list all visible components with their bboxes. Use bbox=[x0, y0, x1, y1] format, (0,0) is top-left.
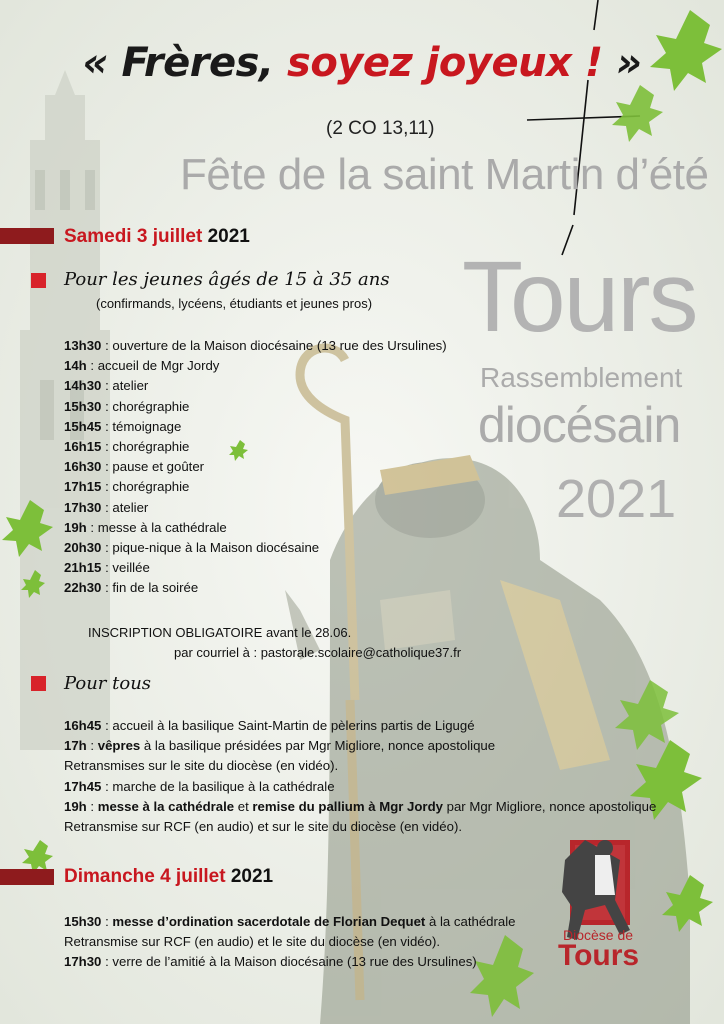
inscription-notice: INSCRIPTION OBLIGATOIRE avant le 28.06. bbox=[88, 625, 352, 640]
diocese-logo bbox=[558, 928, 638, 970]
list-item: 21h15 : veillée bbox=[64, 560, 150, 576]
sunday-schedule bbox=[64, 912, 516, 973]
list-item: 14h : accueil de Mgr Jordy bbox=[64, 358, 220, 374]
list-item: 17h30 : atelier bbox=[64, 499, 149, 515]
list-item: Retransmise sur RCF (en audio) et sur le site du diocèse (en vidéo). bbox=[64, 819, 462, 835]
inscription-email: par courriel à : pastorale.scolaire@catholique37.fr bbox=[174, 645, 462, 660]
diocese-logo-icon bbox=[562, 840, 630, 940]
list-item: 15h30 : chorégraphie bbox=[64, 398, 190, 414]
youth-schedule bbox=[64, 336, 447, 599]
list-item: 15h45 : témoignage bbox=[64, 418, 182, 434]
section-title-all: Pour tous bbox=[64, 673, 152, 694]
list-item: 14h30 : atelier bbox=[64, 378, 149, 394]
city-name: Tours bbox=[462, 241, 697, 353]
title-highlight: soyez joyeux ! bbox=[287, 40, 603, 86]
list-item: 19h : messe à la cathédrale et remise du pallium à Mgr Jordy par Mgr Migliore, nonce apostolique bbox=[64, 798, 657, 814]
gathering-line-2: diocésain bbox=[478, 397, 681, 453]
day-bar-sunday bbox=[0, 869, 54, 885]
list-item: 13h30 : ouverture de la Maison diocésaine (13 rue des Ursulines) bbox=[64, 338, 447, 353]
day-heading-sunday: Dimanche 4 juillet 2021 bbox=[64, 866, 274, 887]
list-item: Retransmise sur RCF (en audio) et le site du diocèse (en vidéo). bbox=[64, 934, 441, 950]
bible-reference: (2 CO 13,11) bbox=[326, 118, 435, 139]
section-title-youth: Pour les jeunes âgés de 15 à 35 ans bbox=[64, 269, 390, 290]
list-item: Retransmises sur le site du diocèse (en vidéo). bbox=[64, 758, 339, 774]
section-subtitle-youth: (confirmands, lycéens, étudiants et jeunes pros) bbox=[96, 296, 373, 311]
list-item: 16h45 : accueil à la basilique Saint-Martin de pèlerins partis de Ligugé bbox=[64, 718, 475, 733]
list-item: 19h : messe à la cathédrale bbox=[64, 519, 227, 535]
list-item: 20h30 : pique-nique à la Maison diocésaine bbox=[64, 540, 320, 556]
list-item: 16h15 : chorégraphie bbox=[64, 439, 190, 455]
list-item: 17h15 : chorégraphie bbox=[64, 479, 190, 495]
event-name: Fête de la saint Martin d’été bbox=[180, 150, 709, 199]
title-open: « Frères, bbox=[82, 40, 288, 86]
list-item: 17h : vêpres à la basilique présidées par Mgr Migliore, nonce apostolique bbox=[64, 738, 496, 754]
logo-line-2: Tours bbox=[558, 939, 640, 972]
section-bullet bbox=[31, 273, 46, 288]
list-item: 17h45 : marche de la basilique à la cathédrale bbox=[64, 778, 335, 794]
logo-line-1: Diocèse de bbox=[562, 927, 634, 943]
list-item: 15h30 : messe d’ordination sacerdotale de Florian Dequet à la cathédrale bbox=[64, 914, 516, 929]
title-close: » bbox=[602, 40, 642, 86]
main-title bbox=[0, 40, 724, 86]
day-heading-saturday: Samedi 3 juillet 2021 bbox=[64, 226, 250, 247]
section-bullet bbox=[31, 676, 46, 691]
list-item: 17h30 : verre de l’amitié à la Maison diocésaine (13 rue des Ursulines) bbox=[64, 954, 477, 970]
all-schedule bbox=[64, 716, 656, 837]
list-item: 22h30 : fin de la soirée bbox=[64, 580, 199, 596]
gathering-line-1: Rassemblement bbox=[480, 362, 683, 393]
day-bar-saturday bbox=[0, 228, 54, 244]
event-year: 2021 bbox=[556, 469, 677, 529]
list-item: 16h30 : pause et goûter bbox=[64, 459, 205, 475]
